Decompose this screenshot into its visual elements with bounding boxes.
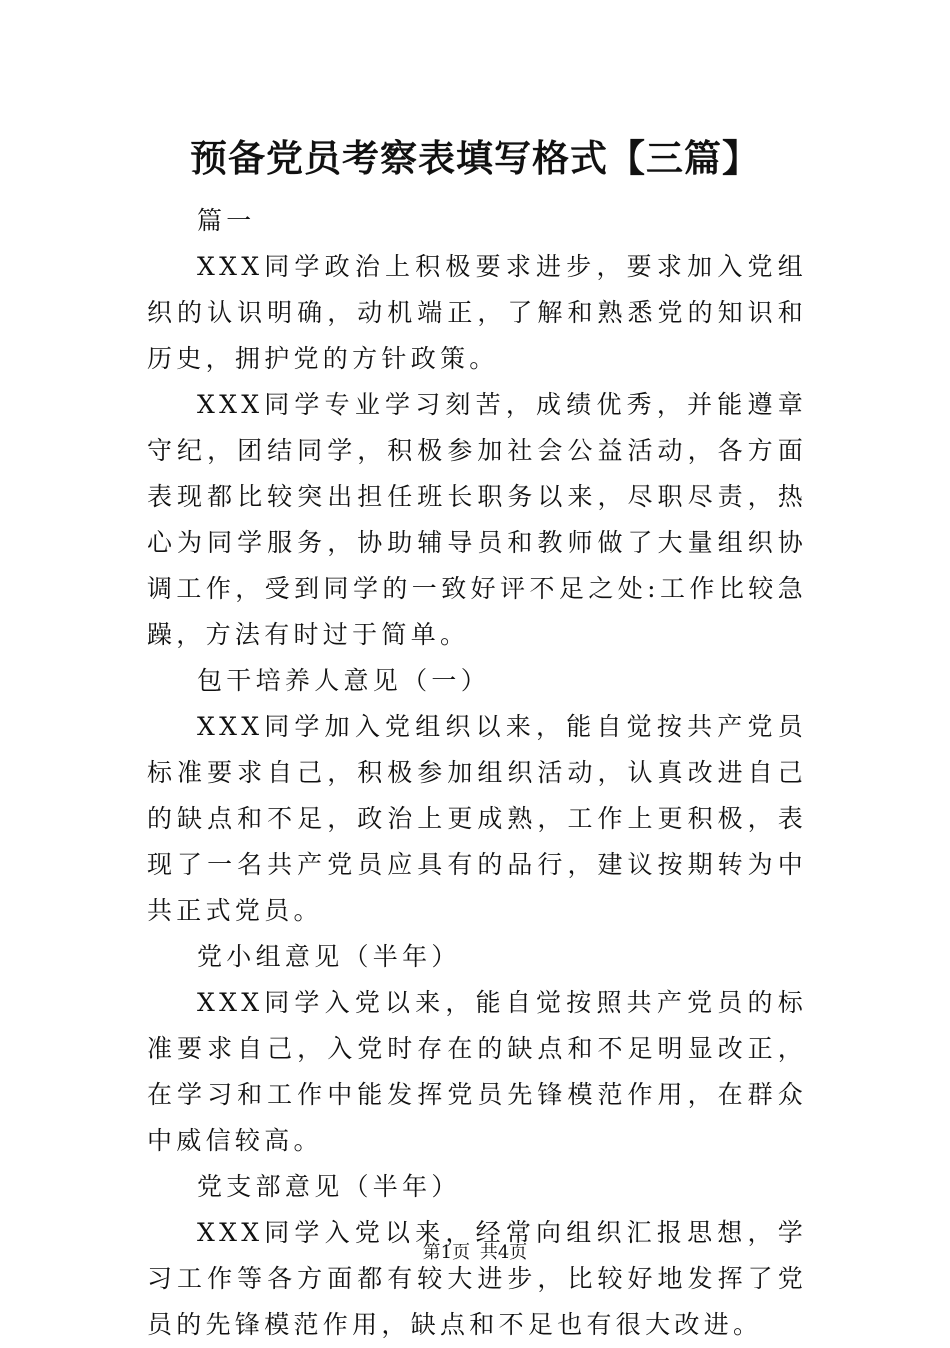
paragraph-mentor-opinion: XXX同学加入党组织以来，能自觉按共产党员标准要求自己，积极参加组织活动，认真改进自己的缺点和不足，政治上更成熟，工作上更积极，表现了一名共产党员应具有的品行，建议按期转为中共正式党员。 xyxy=(147,712,807,925)
page-total: 共4页 xyxy=(479,1242,528,1263)
page-footer xyxy=(0,1240,950,1266)
paragraph-political-attitude: XXX同学政治上积极要求进步，要求加入党组织的认识明确，动机端正，了解和熟悉党的知识和历史，拥护党的方针政策。 xyxy=(147,252,807,373)
page-title: 预备党员考察表填写格式【三篇】 xyxy=(190,136,760,180)
section-heading-party-group-opinion: 党小组意见（半年） xyxy=(197,942,461,971)
page-number: 第1页 xyxy=(422,1242,471,1263)
section-heading-pian-yi: 篇一 xyxy=(197,206,256,235)
paragraph-party-group-opinion: XXX同学入党以来，能自觉按照共产党员的标准要求自己，入党时存在的缺点和不足明显改正，在学习和工作中能发挥党员先锋模范作用，在群众中威信较高。 xyxy=(147,988,807,1155)
document-body xyxy=(147,198,807,1348)
section-heading-mentor-opinion: 包干培养人意见（一） xyxy=(197,666,491,695)
paragraph-party-branch-opinion: XXX同学入党以来，经常向组织汇报思想，学习工作等各方面都有较大进步，比较好地发挥了党员的先锋模范作用，缺点和不足也有很大改进。 xyxy=(147,1218,807,1339)
section-heading-party-branch-opinion: 党支部意见（半年） xyxy=(197,1172,461,1201)
paragraph-study-performance: XXX同学专业学习刻苦，成绩优秀，并能遵章守纪，团结同学，积极参加社会公益活动，各方面表现都比较突出担任班长职务以来，尽职尽责，热心为同学服务，协助辅导员和教师做了大量组织协调工作，受到同学的一致好评不足之处:工作比较急躁，方法有时过于简单。 xyxy=(147,390,807,649)
